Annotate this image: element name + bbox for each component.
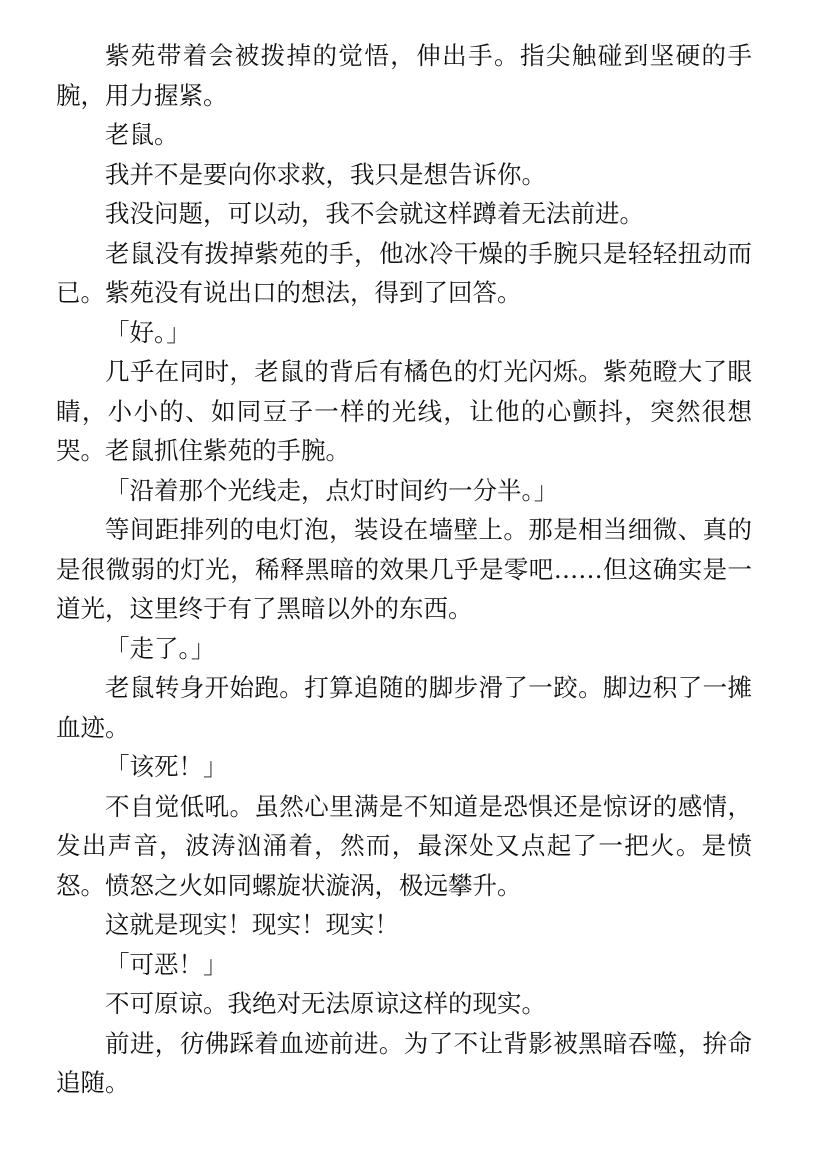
paragraph: 不自觉低吼。虽然心里满是不知道是恐惧还是惊讶的感情，发出声音，波涛汹涌着，然而，最深处又点起了一把火。是愤怒。愤怒之火如同螺旋状漩涡，极远攀升。 xyxy=(56,791,752,900)
paragraph: 「好。」 xyxy=(105,317,191,347)
paragraph: 紫苑带着会被拨掉的觉悟，伸出手。指尖触碰到坚硬的手腕，用力握紧。 xyxy=(56,41,752,110)
paragraph: 老鼠没有拨掉紫苑的手，他冰冷干燥的手腕只是轻轻扭动而已。紫苑没有说出口的想法，得到了回答。 xyxy=(56,238,752,307)
paragraph: 我并不是要向你求救，我只是想告诉你。 xyxy=(105,159,546,189)
paragraph: 我没问题，可以动，我不会就这样蹲着无法前进。 xyxy=(105,199,644,228)
paragraph: 前进，彷佛踩着血迹前进。为了不让背影被黑暗吞噬，拚命追随。 xyxy=(56,1028,752,1097)
paragraph: 「可恶！」 xyxy=(105,949,228,979)
paragraph: 几乎在同时，老鼠的背后有橘色的灯光闪烁。紫苑瞪大了眼睛，小小的、如同豆子一样的光线，让他的心颤抖，突然很想哭。老鼠抓住紫苑的手腕。 xyxy=(56,357,752,465)
book-page xyxy=(56,36,752,1103)
paragraph: 等间距排列的电灯泡，装设在墙壁上。那是相当细微、真的是很微弱的灯光，稀释黑暗的效果几乎是零吧……但这确实是一道光，这里终于有了黑暗以外的东西。 xyxy=(56,515,752,623)
paragraph: 老鼠。 xyxy=(105,120,179,149)
paragraph: 「沿着那个光线走，点灯时间约一分半。」 xyxy=(105,475,559,505)
paragraph: 这就是现实！现实！现实！ xyxy=(105,910,399,939)
paragraph: 不可原谅。我绝对无法原谅这样的现实。 xyxy=(105,989,546,1018)
paragraph: 老鼠转身开始跑。打算追随的脚步滑了一跤。脚边积了一摊血迹。 xyxy=(56,673,752,742)
paragraph: 「走了。」 xyxy=(105,633,216,663)
paragraph: 「该死！」 xyxy=(105,752,228,781)
